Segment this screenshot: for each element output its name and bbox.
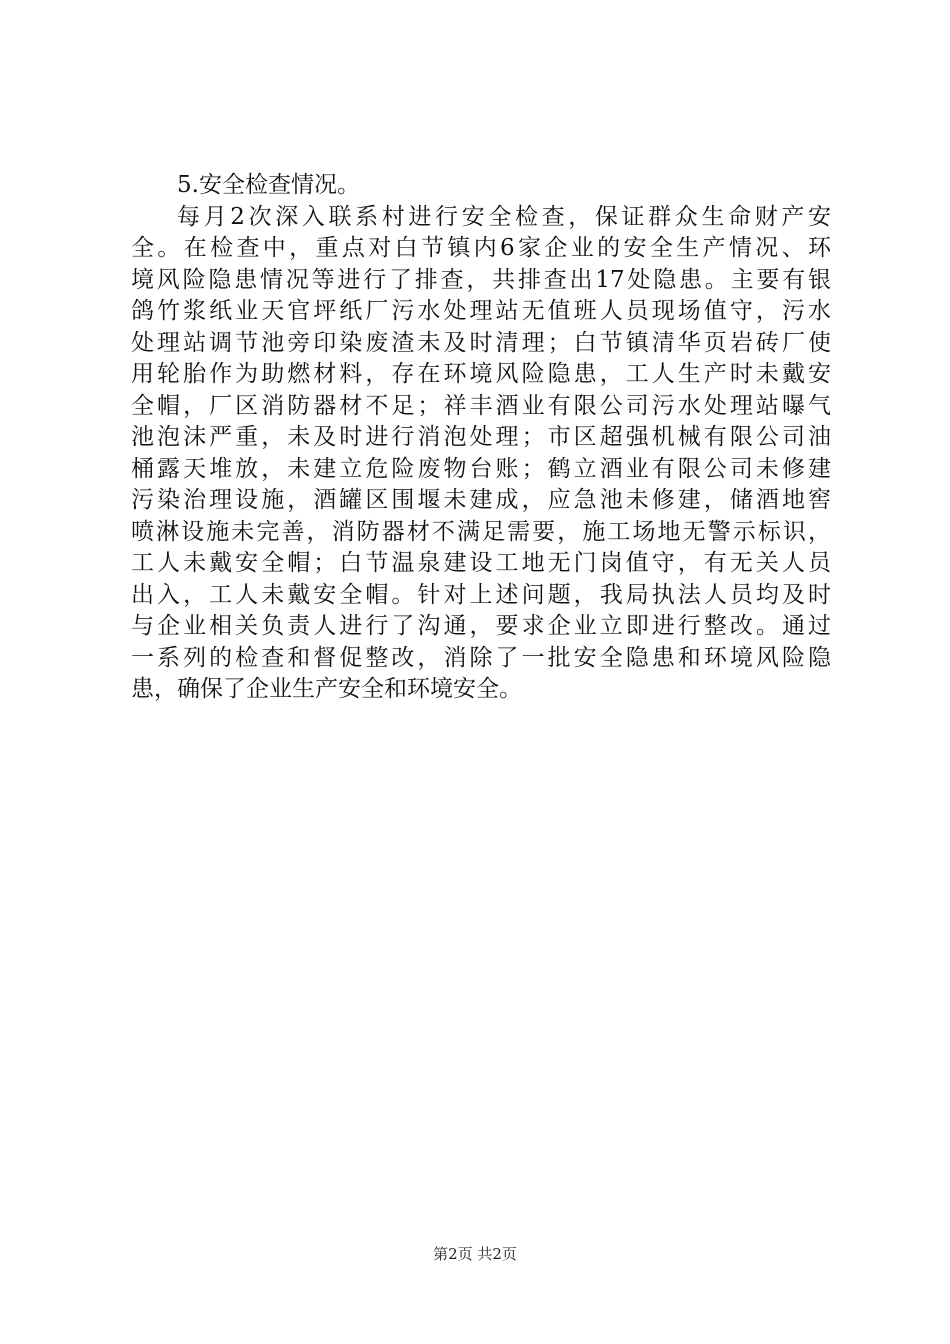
paragraph-line: 污染治理设施，酒罐区围堰未建成，应急池未修建，储酒地窖 (131, 487, 831, 513)
paragraph-line: 全帽，厂区消防器材不足；祥丰酒业有限公司污水处理站曝气 (131, 392, 831, 419)
paragraph-line: 每月2次深入联系村进行安全检查，保证群众生命财产安 (177, 203, 831, 230)
section-heading: 5.安全检查情况。 (177, 172, 360, 198)
page-number: 第2页 共2页 (433, 1245, 517, 1263)
paragraph-line: 一系列的检查和督促整改，消除了一批安全隐患和环境风险隐 (131, 644, 831, 671)
paragraph-line: 工人未戴安全帽；白节温泉建设工地无门岗值守，有无关人员 (131, 550, 831, 576)
paragraph-line: 全。在检查中，重点对白节镇内6家企业的安全生产情况、环 (131, 235, 831, 261)
paragraph-line: 境风险隐患情况等进行了排查，共排查出17处隐患。主要有银 (131, 266, 831, 293)
paragraph-line: 出入，工人未戴安全帽。针对上述问题，我局执法人员均及时 (131, 581, 831, 608)
paragraph-line: 喷淋设施未完善，消防器材不满足需要，施工场地无警示标识， (131, 518, 831, 545)
paragraph-line: 池泡沫严重，未及时进行消泡处理；市区超强机械有限公司油 (131, 424, 831, 450)
paragraph-line: 鸽竹浆纸业天官坪纸厂污水处理站无值班人员现场值守，污水 (131, 298, 831, 324)
paragraph-line: 患，确保了企业生产安全和环境安全。 (131, 676, 522, 702)
document-body (131, 170, 831, 706)
paragraph-line: 处理站调节池旁印染废渣未及时清理；白节镇清华页岩砖厂使 (131, 329, 831, 356)
paragraph-line: 与企业相关负责人进行了沟通，要求企业立即进行整改。通过 (131, 613, 831, 639)
paragraph-line: 用轮胎作为助燃材料，存在环境风险隐患，工人生产时未戴安 (131, 361, 831, 387)
paragraph-line: 桶露天堆放，未建立危险废物台账；鹤立酒业有限公司未修建 (131, 455, 831, 482)
